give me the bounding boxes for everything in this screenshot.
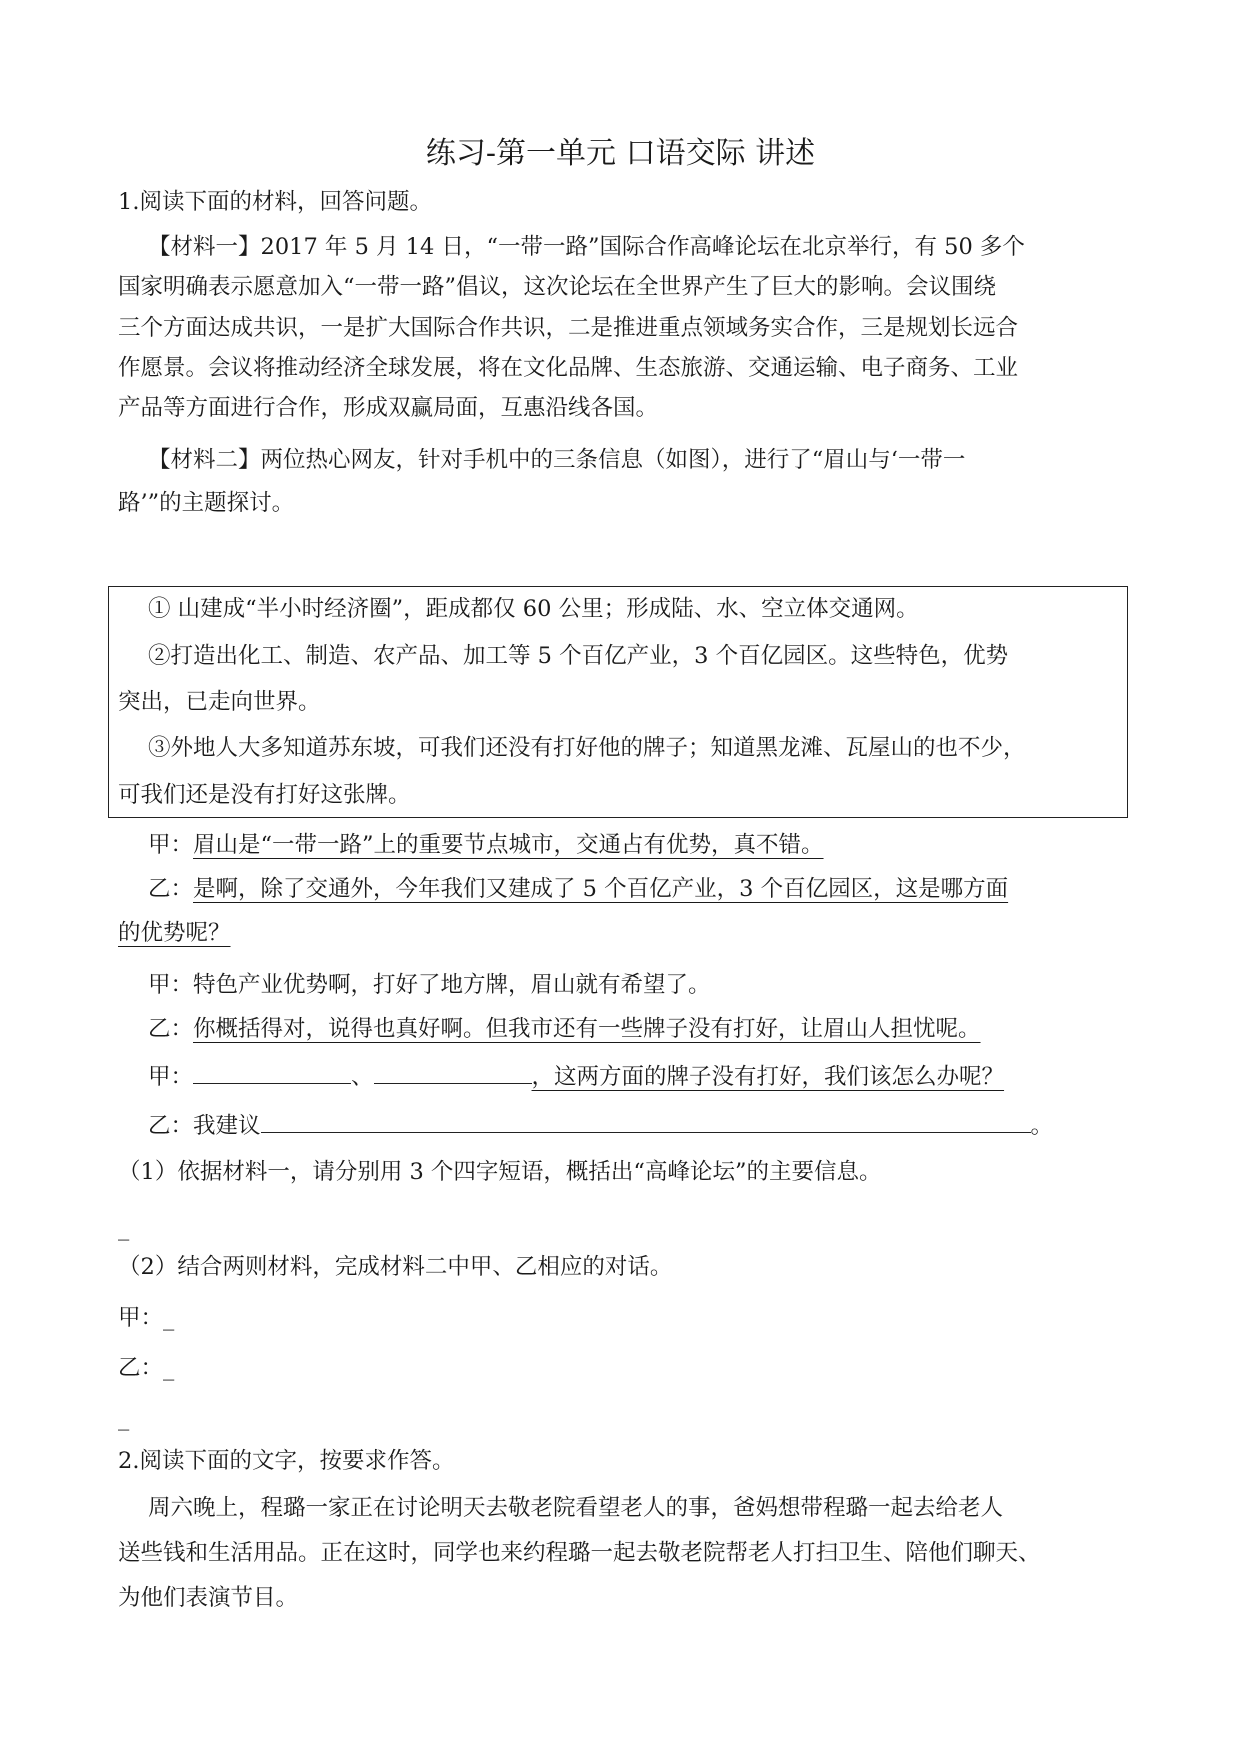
answer-line-jia[interactable]: 甲：_ xyxy=(118,1305,175,1331)
dialogue-text: 的优势呢？ xyxy=(118,920,231,946)
answer-placeholder[interactable]: _ xyxy=(118,1215,130,1241)
material1-line: 作愿景。会议将推动经济全球发展，将在文化品牌、生态旅游、交通运输、电子商务、工业 xyxy=(118,355,1019,381)
speaker-label: 乙：我建议 xyxy=(148,1113,261,1139)
answer-blank[interactable] xyxy=(374,1061,532,1084)
material1-line: 三个方面达成共识，一是扩大国际合作共识，二是推进重点领域务实合作，三是规划长远合 xyxy=(118,315,1019,341)
answer-blank[interactable] xyxy=(261,1110,1031,1133)
dialogue-text: 眉山是“一带一路”上的重要节点城市，交通占有优势，真不错。 xyxy=(193,832,824,858)
q2-paragraph-line: 送些钱和生活用品。正在这时，同学也来约程璐一起去敬老院帮老人打扫卫生、陪他们聊天、 xyxy=(118,1540,1041,1566)
speaker-label: 甲： xyxy=(148,832,194,858)
dialogue-jia-3 xyxy=(148,1061,1004,1092)
speaker-label: 乙： xyxy=(148,876,194,902)
dialogue-yi-2 xyxy=(148,1014,981,1044)
info-box-line: ① 山建成“半小时经济圈”，距成都仅 60 公里；形成陆、水、空立体交通网。 xyxy=(148,596,919,622)
answer-blank[interactable] xyxy=(193,1061,351,1084)
answer-line-yi[interactable]: 乙：_ xyxy=(118,1355,175,1381)
dialogue-yi-3 xyxy=(148,1110,1053,1141)
dialogue-yi-1 xyxy=(148,874,1008,904)
info-box-line: 可我们还是没有打好这张牌。 xyxy=(118,782,411,808)
sub-question-1: （1）依据材料一，请分别用 3 个四字短语，概括出“高峰论坛”的主要信息。 xyxy=(118,1159,882,1185)
page-title: 练习-第一单元 口语交际 讲述 xyxy=(425,136,816,171)
info-box-line: 突出，已走向世界。 xyxy=(118,689,321,715)
speaker-label: 乙： xyxy=(148,1016,194,1042)
sentence-end: 。 xyxy=(1030,1113,1054,1139)
info-box-line: ③外地人大多知道苏东坡，可我们还没有打好他的牌子；知道黑龙滩、瓦屋山的也不少， xyxy=(148,735,1026,761)
answer-placeholder[interactable]: _ xyxy=(118,1405,130,1431)
q2-prompt: 2.阅读下面的文字，按要求作答。 xyxy=(118,1448,455,1474)
dialogue-jia-2: 甲：特色产业优势啊，打好了地方牌，眉山就有希望了。 xyxy=(148,972,711,998)
q1-prompt: 1.阅读下面的材料，回答问题。 xyxy=(118,189,432,215)
material2-line: 路’”的主题探讨。 xyxy=(118,490,295,516)
info-box-line: ②打造出化工、制造、农产品、加工等 5 个百亿产业，3 个百亿园区。这些特色，优势 xyxy=(148,643,1009,669)
sub-question-2: （2）结合两则材料，完成材料二中甲、乙相应的对话。 xyxy=(118,1254,673,1280)
dialogue-yi-1-cont xyxy=(118,918,231,948)
q2-paragraph-line: 为他们表演节目。 xyxy=(118,1585,299,1611)
material1-line: 产品等方面进行合作，形成双赢局面，互惠沿线各国。 xyxy=(118,395,659,421)
separator: 、 xyxy=(351,1064,374,1090)
dialogue-text: 你概括得对，说得也真好啊。但我市还有一些牌子没有打好，让眉山人担忧呢。 xyxy=(193,1016,981,1042)
dialogue-jia-1 xyxy=(148,830,824,860)
material1-line: 国家明确表示愿意加入“一带一路”倡议，这次论坛在全世界产生了巨大的影响。会议围绕 xyxy=(118,274,997,300)
dialogue-text: ，这两方面的牌子没有打好，我们该怎么办呢？ xyxy=(531,1064,1005,1090)
q2-paragraph-line: 周六晚上，程璐一家正在讨论明天去敬老院看望老人的事，爸妈想带程璐一起去给老人 xyxy=(148,1495,1004,1521)
material2-line: 【材料二】两位热心网友，针对手机中的三条信息（如图），进行了“眉山与‘一带一 xyxy=(148,447,966,473)
material1-line: 【材料一】2017 年 5 月 14 日，“一带一路”国际合作高峰论坛在北京举行，有 50 多个 xyxy=(148,234,1025,260)
dialogue-text: 是啊，除了交通外，今年我们又建成了 5 个百亿产业，3 个百亿园区，这是哪方面 xyxy=(193,876,1009,902)
speaker-label: 甲： xyxy=(148,1064,194,1090)
